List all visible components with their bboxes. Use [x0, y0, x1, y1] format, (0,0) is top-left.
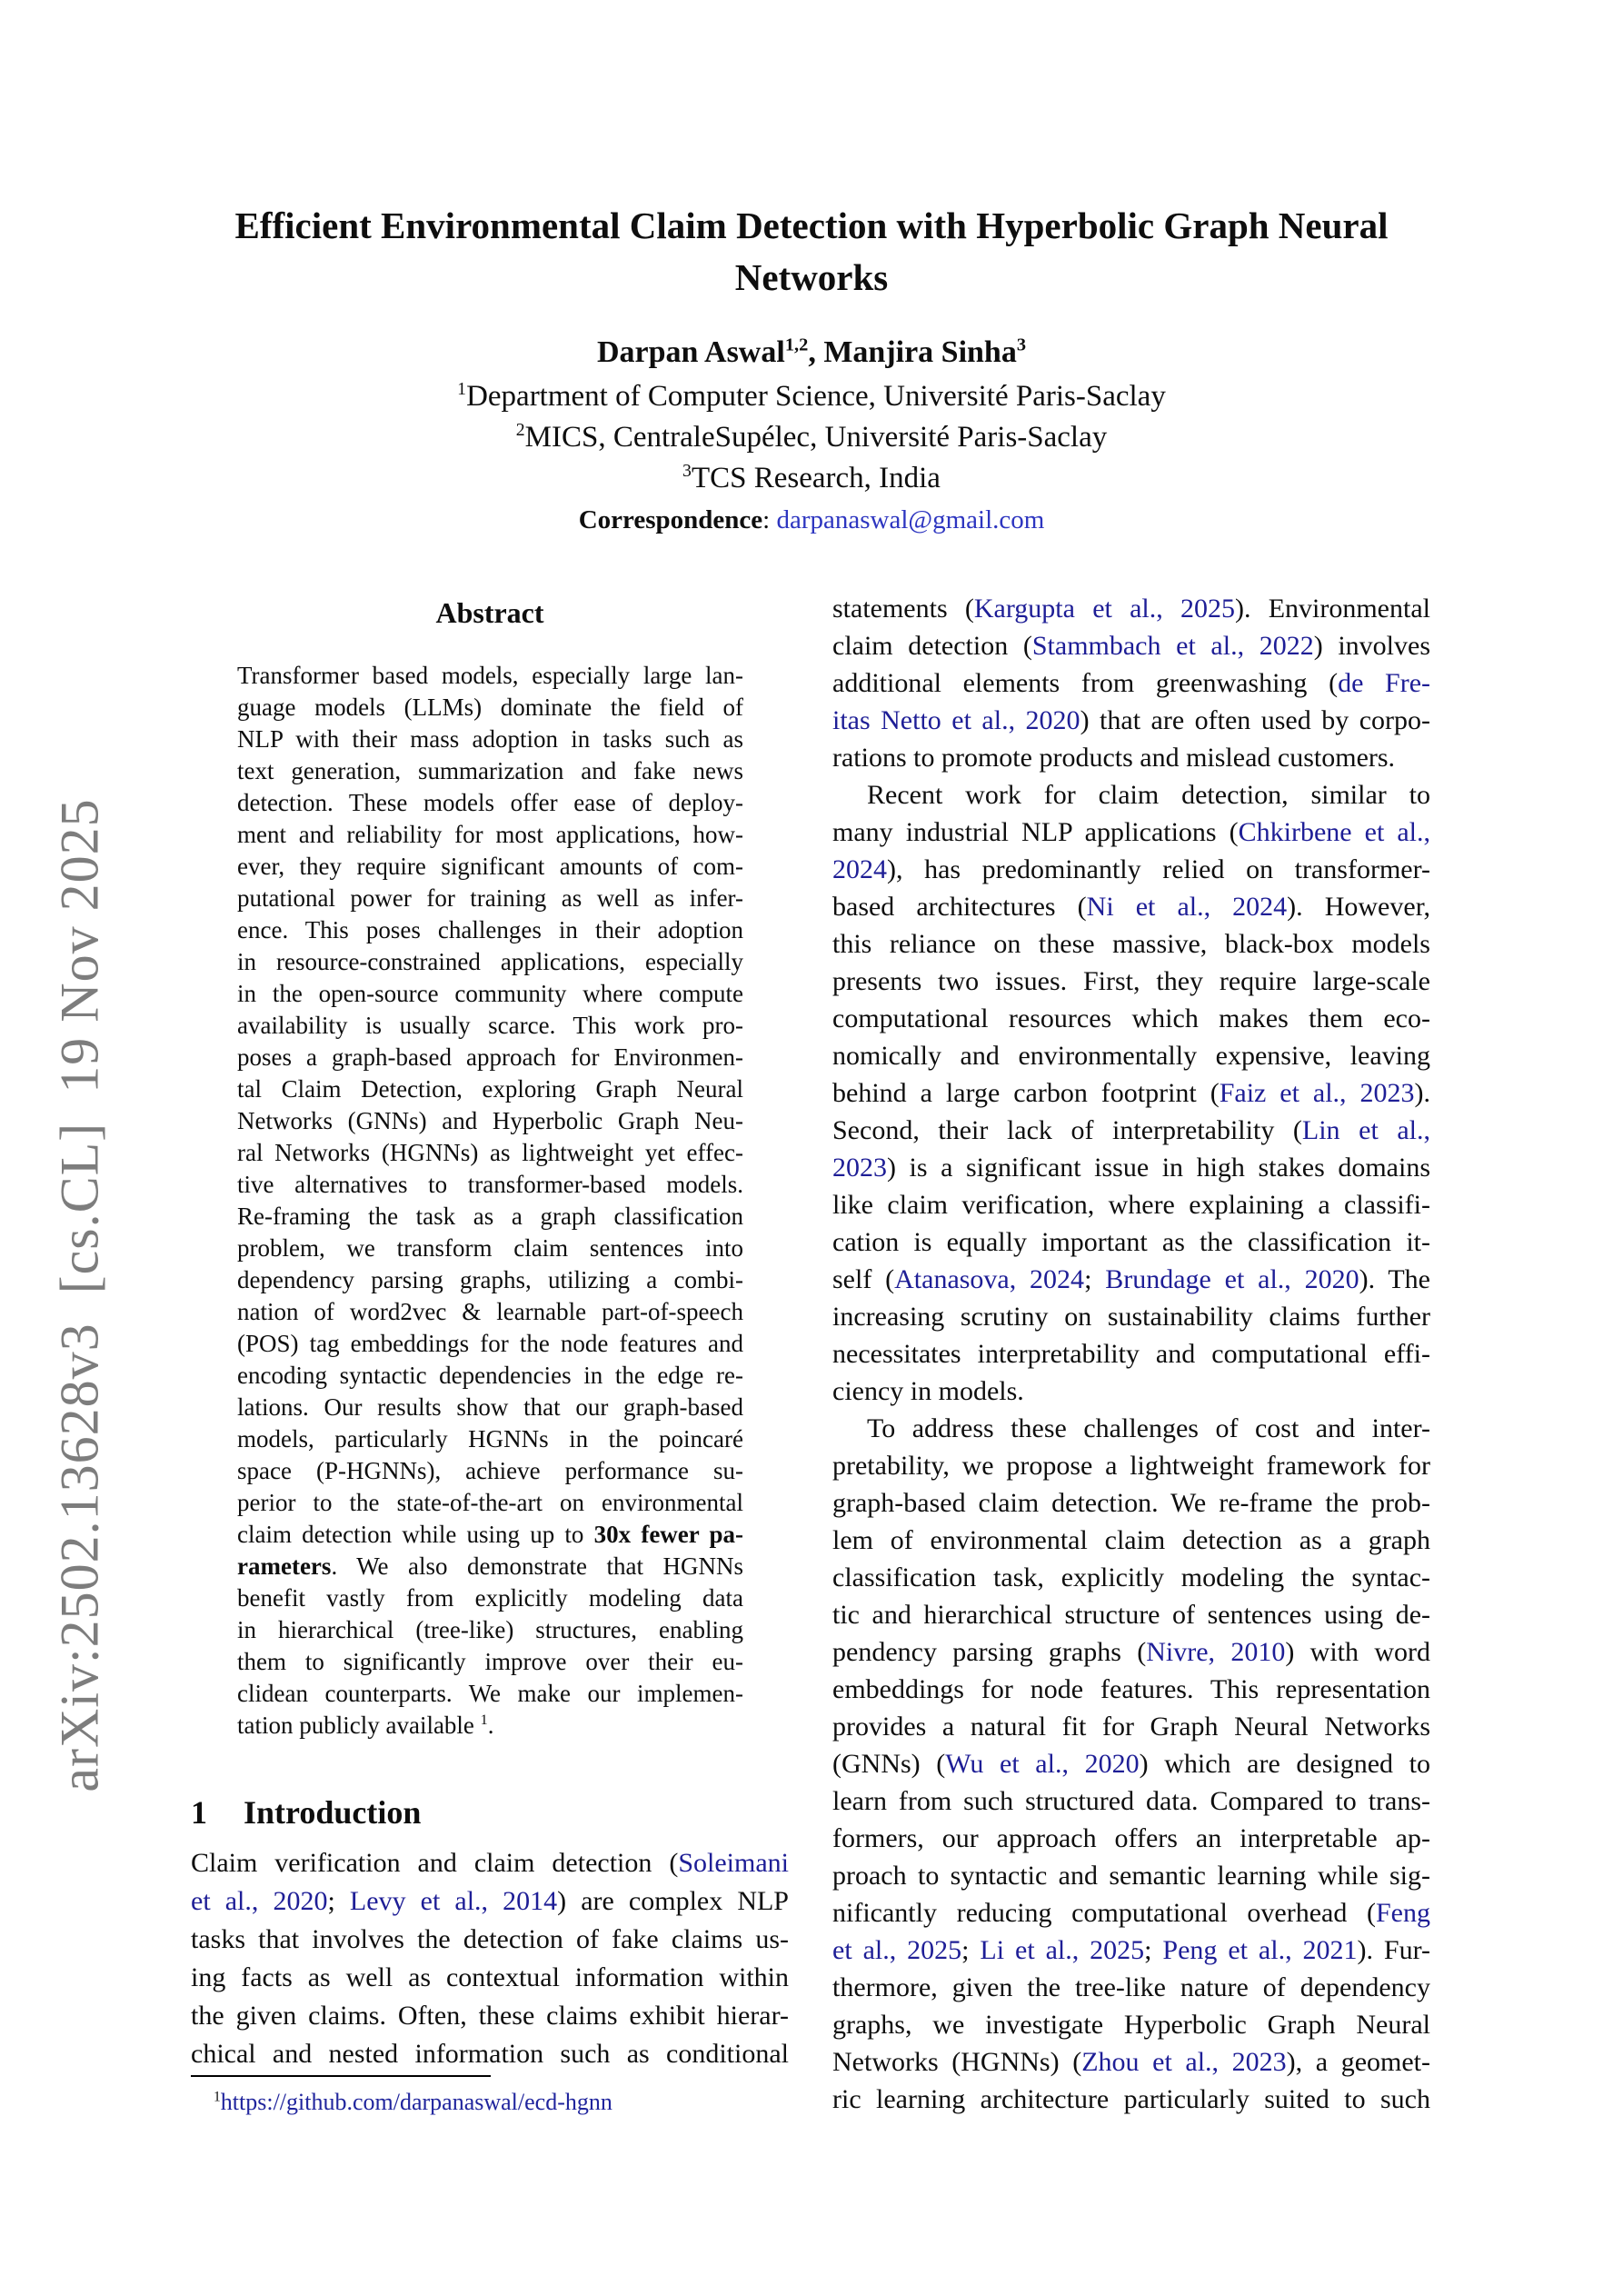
citation-link[interactable]: Nivre, 2010	[1146, 1637, 1286, 1667]
citation-link[interactable]: Soleimani	[678, 1848, 789, 1878]
email-link[interactable]: darpanaswal@gmail.com	[776, 505, 1045, 534]
intro-left-column	[191, 1844, 789, 2073]
citation-link[interactable]: Levy et al., 2014	[349, 1886, 558, 1916]
text-line: embeddings for node features. This representation	[832, 1674, 1430, 1704]
text-line: perior to the state-of-the-art on environmental	[237, 1489, 743, 1516]
text-line: putational power for training as well as infer-	[237, 884, 743, 912]
text-line: necessitates interpretability and computational effi-	[832, 1339, 1430, 1369]
text-line: additional elements from greenwashing (de Fre-	[832, 668, 1431, 698]
text-line: et al., 2025; Li et al., 2025; Peng et al., 2021). Fur-	[832, 1935, 1430, 1965]
text-line: graph-based claim detection. We re-frame the prob-	[832, 1488, 1430, 1518]
text-line: classification task, explicitly modeling the syntac-	[832, 1562, 1430, 1592]
text-line: models, particularly HGNNs in the poincaré	[237, 1425, 743, 1452]
text-line: formers, our approach offers an interpretable ap-	[832, 1823, 1430, 1853]
paper-title	[0, 200, 1623, 304]
bold-text: rameters	[237, 1552, 332, 1580]
text-line: many industrial NLP applications (Chkirbene et al.,	[832, 817, 1430, 847]
citation-link[interactable]: Kargupta et al., 2025	[973, 594, 1235, 624]
affiliations	[0, 376, 1623, 499]
intro-right-column	[832, 590, 1430, 2118]
text-line: nificantly reducing computational overhead (Feng	[832, 1898, 1430, 1928]
text-line: To address these challenges of cost and inter-	[867, 1413, 1430, 1443]
abstract-body	[237, 660, 743, 1742]
text-line: ric learning architecture particularly suited to such	[832, 2084, 1430, 2114]
correspondence-label: Correspondence	[578, 505, 763, 534]
affiliation-marker: 3	[682, 461, 692, 481]
text-line: in the open-source community where compute	[237, 980, 743, 1007]
text-line: nation of word2vec & learnable part-of-speech	[237, 1298, 743, 1325]
text-line: guage models (LLMs) dominate the field of	[237, 694, 743, 721]
text-line: tasks that involves the detection of fake claims us-	[191, 1924, 789, 1954]
affiliation-line: $^2$MICS, CentraleSupélec, Université Paris-Saclay	[515, 420, 1108, 454]
text-line: Second, their lack of interpretability (Lin et al.,	[832, 1115, 1430, 1145]
arxiv-watermark: arXiv:2502.13628v3 [cs.CL] 19 Nov 2025	[49, 798, 110, 1792]
footnote-rule	[191, 2075, 491, 2077]
text-line: NLP with their mass adoption in tasks such as	[237, 725, 743, 753]
text-line: chical and nested information such as conditional	[191, 2039, 789, 2069]
text-line: Networks (GNNs) and Hyperbolic Graph Neu-	[237, 1107, 743, 1134]
text-line: poses a graph-based approach for Environmen-	[237, 1043, 743, 1071]
text-line: tic and hierarchical structure of sentences using de-	[832, 1600, 1430, 1630]
section-title: Introduction	[244, 1794, 422, 1831]
text-line: behind a large carbon footprint (Faiz et al., 2023).	[832, 1078, 1430, 1108]
affiliation-line: $^3$TCS Research, India	[682, 461, 941, 494]
text-line: (POS) tag embeddings for the node features and	[237, 1330, 743, 1357]
text-line: ence. This poses challenges in their adoption	[237, 916, 743, 943]
text-line: computational resources which makes them eco-	[832, 1003, 1430, 1033]
citation-link[interactable]: Ni et al., 2024	[1086, 892, 1288, 922]
text-line: (GNNs) (Wu et al., 2020) which are designed to	[832, 1749, 1431, 1779]
text-line: clidean counterparts. We make our implemen-	[237, 1680, 743, 1707]
citation-link[interactable]: itas Netto et al., 2020	[832, 705, 1080, 735]
text-line: provides a natural fit for Graph Neural Networks	[832, 1712, 1430, 1742]
text-line: dependency parsing graphs, utilizing a combi-	[237, 1266, 743, 1293]
citation-link[interactable]: et al., 2025	[832, 1935, 962, 1965]
text-line: Claim verification and claim detection (Soleimani	[191, 1848, 789, 1878]
text-line: itas Netto et al., 2020) that are often used by corpo-	[832, 705, 1430, 735]
text-line: like claim verification, where explaining a classifi-	[832, 1190, 1430, 1220]
affiliation-line: $^1$Department of Computer Science, Université Paris-Saclay	[457, 379, 1166, 413]
text-line: learn from such structured data. Compared to trans-	[832, 1786, 1430, 1816]
text-line: availability is usually scarce. This work pro-	[237, 1012, 743, 1039]
citation-link[interactable]: Li et al., 2025	[980, 1935, 1145, 1965]
footnote-url-link[interactable]: https://github.com/darpanaswal/ecd-hgnn	[220, 2089, 612, 2115]
text-line: cation is equally important as the classification it-	[832, 1227, 1430, 1257]
text-line: claim detection (Stammbach et al., 2022) involves	[832, 631, 1431, 661]
footnote-marker[interactable]: 1	[480, 1712, 488, 1728]
citation-link[interactable]: Lin et al.,	[1301, 1115, 1430, 1145]
text-line: in hierarchical (tree-like) structures, enabling	[237, 1616, 743, 1643]
citation-link[interactable]: Feng	[1376, 1898, 1430, 1928]
text-line: Recent work for claim detection, similar to	[867, 780, 1430, 810]
footnote-marker[interactable]: 1,2	[784, 334, 809, 355]
text-line: space (P-HGNNs), achieve performance su-	[237, 1457, 743, 1484]
text-line: Re-framing the task as a graph classification	[237, 1203, 743, 1230]
text-line: ing facts as well as contextual information within	[191, 1962, 789, 1992]
text-line: Networks (HGNNs) (Zhou et al., 2023), a geomet-	[832, 2047, 1430, 2077]
text-line: tal Claim Detection, exploring Graph Neural	[237, 1075, 743, 1103]
text-line: Transformer based models, especially large lan-	[237, 662, 743, 689]
affiliation-marker: 1	[457, 379, 467, 399]
text-line: in resource-constrained applications, especially	[237, 948, 743, 975]
author-line: Darpan Aswal$^{1,2}$, Manjira Sinha$^3$	[596, 334, 1027, 369]
footnote-marker: 1	[214, 2089, 221, 2105]
citation-link[interactable]: Wu et al., 2020	[945, 1749, 1140, 1779]
correspondence-separator: :	[762, 505, 777, 534]
text-line: ment and reliability for most applications, how-	[237, 821, 743, 848]
text-line: statements (Kargupta et al., 2025). Environmental	[832, 594, 1430, 624]
text-line: thermore, given the tree-like nature of dependency	[832, 1972, 1430, 2002]
footnote-marker[interactable]: 3	[1016, 334, 1027, 355]
bold-text: 30x fewer pa-	[593, 1521, 743, 1548]
text-line: lem of environmental claim detection as a graph	[832, 1525, 1430, 1555]
text-line: tation publicly available $^1$.	[237, 1712, 494, 1739]
text-line: them to significantly improve over their eu-	[237, 1648, 743, 1675]
text-line: encoding syntactic dependencies in the edge re-	[237, 1362, 743, 1389]
text-line: this reliance on these massive, black-box models	[832, 929, 1430, 959]
citation-link[interactable]: 2023	[832, 1153, 887, 1183]
text-line: text generation, summarization and fake news	[237, 757, 743, 784]
citation-link[interactable]: Stammbach et al., 2022	[1031, 631, 1314, 661]
text-line: 2024), has predominantly relied on transformer-	[832, 854, 1430, 884]
text-line: nomically and environmentally expensive, leaving	[832, 1041, 1430, 1071]
paper-title-line2: Networks	[734, 256, 889, 298]
text-line: pretability, we propose a lightweight framework for	[832, 1451, 1430, 1481]
section-number: 1	[191, 1794, 207, 1831]
section-heading-introduction	[191, 1793, 789, 1832]
text-line: the given claims. Often, these claims exhibit hierar-	[191, 2001, 789, 2031]
citation-link[interactable]: Faiz et al., 2023	[1219, 1078, 1415, 1108]
text-line: rations to promote products and mislead customers.	[832, 743, 1396, 773]
text-line: rameters. We also demonstrate that HGNNs	[237, 1552, 743, 1580]
correspondence-line	[0, 505, 1623, 535]
text-line: ever, they require significant amounts of com-	[237, 853, 743, 880]
text-line: proach to syntactic and semantic learning while sig-	[832, 1861, 1430, 1891]
text-line: pendency parsing graphs (Nivre, 2010) with word	[832, 1637, 1430, 1667]
citation-link[interactable]: 2024	[832, 854, 887, 884]
citation-link[interactable]: Zhou et al., 2023	[1081, 2047, 1287, 2077]
text-line: self (Atanasova, 2024; Brundage et al., 2020). The	[832, 1264, 1430, 1294]
citation-link[interactable]: Peng et al., 2021	[1162, 1935, 1358, 1965]
text-line: 2023) is a significant issue in high stakes domains	[832, 1153, 1430, 1183]
abstract-heading: Abstract	[435, 596, 544, 629]
text-line: claim detection while using up to 30x fewer pa-	[237, 1521, 743, 1548]
affiliation-marker: 2	[515, 420, 525, 440]
text-line: based architectures (Ni et al., 2024). However,	[832, 892, 1430, 922]
text-line: graphs, we investigate Hyperbolic Graph Neural	[832, 2010, 1430, 2040]
citation-link[interactable]: et al., 2020	[191, 1886, 328, 1916]
text-line: presents two issues. First, they require large-scale	[832, 966, 1430, 996]
text-line: et al., 2020; Levy et al., 2014) are complex NLP	[191, 1886, 789, 1916]
text-line: ciency in models.	[832, 1376, 1024, 1406]
citation-link[interactable]: Atanasova, 2024	[894, 1264, 1085, 1294]
footnote	[214, 2089, 612, 2116]
citation-link[interactable]: Chkirbene et al.,	[1238, 817, 1430, 847]
citation-link[interactable]: Brundage et al., 2020	[1105, 1264, 1359, 1294]
text-line: lations. Our results show that our graph-based	[237, 1393, 743, 1421]
text-line: tive alternatives to transformer-based models.	[237, 1171, 743, 1198]
text-line: increasing scrutiny on sustainability claims further	[832, 1302, 1430, 1332]
text-line: problem, we transform claim sentences into	[237, 1234, 743, 1262]
text-line: benefit vastly from explicitly modeling data	[237, 1584, 743, 1612]
citation-link[interactable]: de Fre-	[1338, 668, 1431, 698]
text-line: ral Networks (HGNNs) as lightweight yet effec-	[237, 1139, 743, 1166]
text-line: detection. These models offer ease of deploy-	[237, 789, 743, 816]
paper-title-line1: Efficient Environmental Claim Detection with Hyperbolic Graph Neural	[234, 205, 1389, 246]
